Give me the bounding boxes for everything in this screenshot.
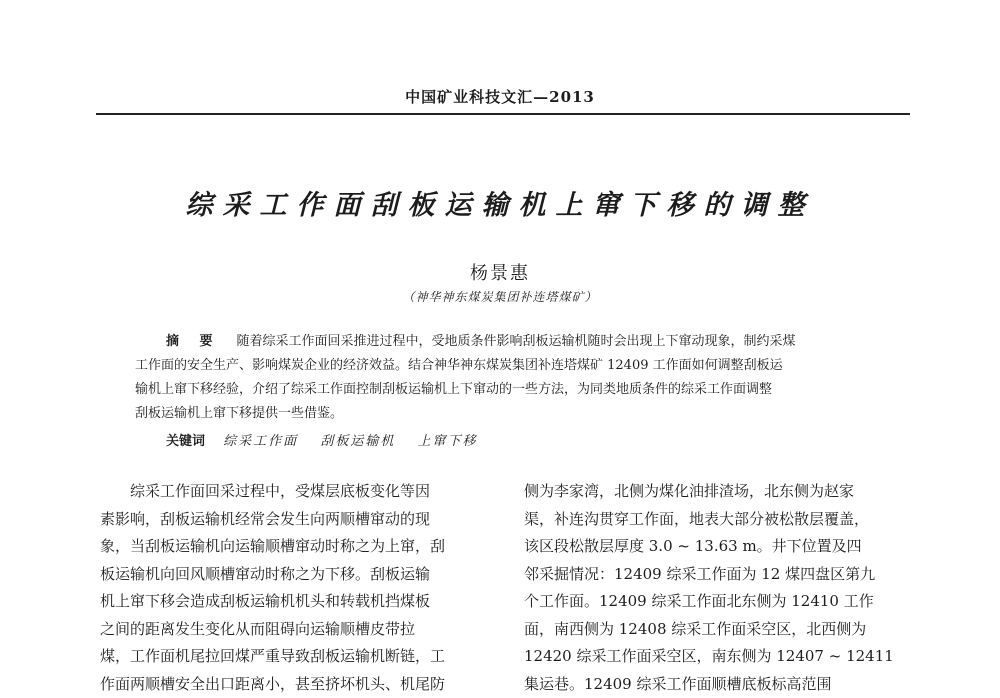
body-line: 煤，工作面机尾拉回煤严重导致刮板运输机断链，工 [100,643,500,671]
journal-header: 中国矿业科技文汇—2013 [0,86,1000,107]
abstract-line: 输机上窜下移经验，介绍了综采工作面控制刮板运输机上下窜动的一些方法，为同类地质条件的综采工作面调整 [135,378,875,402]
article-title: 综采工作面刮板运输机上窜下移的调整 [0,183,1000,222]
body-left-column [100,478,500,698]
abstract [135,330,875,426]
abstract-line: 工作面的安全生产、影响煤炭企业的经济效益。结合神华神东煤炭集团补连塔煤矿 12409 工作面如何调整刮板运 [135,354,875,378]
header-divider [96,113,910,115]
body-line: 12420 综采工作面采空区，南东侧为 12407 ~ 12411 [524,643,924,671]
abstract-line [135,330,875,354]
author-name: 杨景惠 [0,259,1000,285]
body-line: 机上窜下移会造成刮板运输机机头和转载机挡煤板 [100,588,500,616]
keywords [166,430,495,449]
abstract-text: 随着综采工作面回采推进过程中，受地质条件影响刮板运输机随时会出现上下窜动现象，制约采煤 [237,334,796,349]
body-line: 渠，补连沟贯穿工作面，地表大部分被松散层覆盖， [524,506,924,534]
keywords-label: 关键词 [166,434,205,449]
body-line: 素影响，刮板运输机经常会发生向两顺槽窜动的现 [100,506,500,534]
body-line: 综采工作面回采过程中，受煤层底板变化等因 [100,478,500,506]
keyword: 上窜下移 [417,434,477,449]
keyword: 刮板运输机 [320,434,395,449]
keyword: 综采工作面 [223,434,298,449]
body-right-column [524,478,924,698]
body-line: 面，南西侧为 12408 综采工作面采空区，北西侧为 [524,616,924,644]
body-line: 邻采掘情况：12409 综采工作面为 12 煤四盘区第九 [524,561,924,589]
body-line: 之间的距离发生变化从而阻碍向运输顺槽皮带拉 [100,616,500,644]
body-line: 象，当刮板运输机向运输顺槽窜动时称之为上窜，刮 [100,533,500,561]
body-line: 板运输机向回风顺槽窜动时称之为下移。刮板运输 [100,561,500,589]
body-line: 侧为李家湾，北侧为煤化油排渣场，北东侧为赵家 [524,478,924,506]
author-affiliation: （神华神东煤炭集团补连塔煤矿） [0,288,1000,305]
abstract-line: 刮板运输机上窜下移提供一些借鉴。 [135,402,875,426]
body-line: 个工作面。12409 综采工作面北东侧为 12410 工作 [524,588,924,616]
abstract-label: 摘 要 [166,334,221,349]
body-line: 作面两顺槽安全出口距离小，甚至挤坏机头、机尾防 [100,671,500,698]
body-line: 集运巷。12409 综采工作面顺槽底板标高范围 [524,671,924,698]
body-line: 该区段松散层厚度 3.0 ~ 13.63 m。井下位置及四 [524,533,924,561]
